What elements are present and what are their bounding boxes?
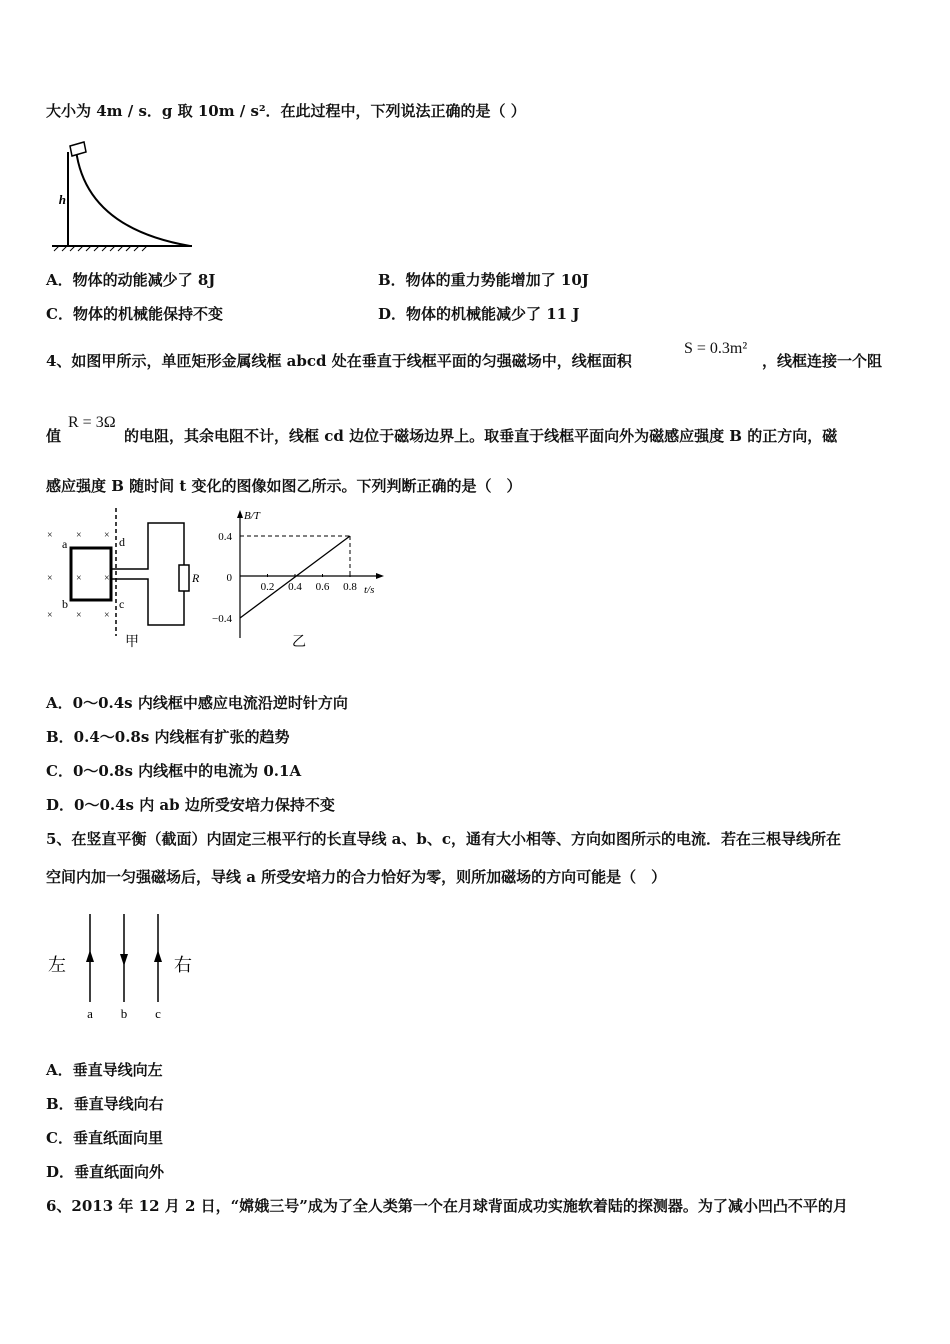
q3-option-d: D．物体的机械能减少了 11 J [378,305,580,323]
svg-text:×: × [104,610,110,621]
q4-line1-end: ，线框连接一个阻 [762,352,883,370]
svg-text:×: × [104,573,110,584]
right-label: 右 [174,955,192,975]
q3-option-a: A．物体的动能减少了 8J [46,271,216,289]
q4-line3: 感应强度 B 随时间 t 变化的图像如图乙所示。下列判断正确的是（ ） [46,477,522,495]
q4-option-c: C．0～0.8s 内线框中的电流为 0.1A [46,762,302,780]
current-up-icon [86,950,94,962]
svg-text:×: × [76,530,82,541]
y-tick-label: 0 [226,572,232,584]
wires-figure [44,910,214,1025]
svg-text:×: × [76,610,82,621]
q5-option-c: C．垂直纸面向里 [46,1129,163,1147]
corner-d: d [119,535,125,549]
x-tick-label: 0.8 [343,581,357,593]
caption-yi: 乙 [292,635,306,650]
svg-text:×: × [76,573,82,584]
current-down-icon [120,954,128,966]
magnetic-field-crosses [47,530,110,621]
q5-line1: 5、在竖直平衡（截面）内固定三根平行的长直导线 a、b、c，通有大小相等、方向如图所示的电流．若在三根导线所在 [46,830,842,848]
corner-a: a [62,537,68,551]
caption-jia: 甲 [125,635,139,650]
slope-figure [50,138,200,253]
q4-option-a: A．0～0.4s 内线框中感应电流沿逆时针方向 [46,694,348,712]
q3-stem: 大小为 4m / s．g 取 10m / s²．在此过程中，下列说法正确的是（ ） [46,102,526,120]
left-label: 左 [48,955,66,975]
resistor-label: R [192,571,200,585]
q5-option-a: A．垂直导线向左 [46,1061,163,1079]
q5-line2: 空间内加一匀强磁场后，导线 a 所受安培力的合力恰好为零，则所加磁场的方向可能是（ ） [46,868,667,886]
y-axis-label: B/T [244,510,260,522]
current-up-icon [154,950,162,962]
x-axis-label: t/s [364,584,375,596]
y-axis-arrow [237,510,243,518]
q4-line1: 4、如图甲所示，单匝矩形金属线框 abcd 处在垂直于线框平面的匀强磁场中，线框面积 [46,352,632,370]
q6-line1: 6、2013 年 12 月 2 日，“嫦娥三号”成为了全人类第一个在月球背面成功实施软着陆的探测器。为了减小凹凸不平的月 [46,1197,848,1215]
circuit-figure-jia [40,508,210,658]
q4-option-d: D．0～0.4s 内 ab 边所受安培力保持不变 [46,796,335,814]
wire-c-label: c [155,1006,161,1021]
q4-resistance-formula: R = 3Ω [68,414,116,431]
x-axis-arrow [376,573,384,579]
corner-c: c [119,597,125,611]
x-tick-label: 0.2 [260,581,275,593]
svg-text:×: × [47,610,53,621]
svg-text:×: × [47,530,53,541]
q3-option-b: B．物体的重力势能增加了 10J [378,271,589,289]
corner-b: b [62,597,68,611]
q4-line2: 的电阻，其余电阻不计，线框 cd 边位于磁场边界上。取垂直于线框平面向外为磁感应强度 B 的正方向，磁 [124,427,838,445]
svg-text:×: × [104,530,110,541]
q5-option-b: B．垂直导线向右 [46,1095,164,1113]
q4-option-b: B．0.4～0.8s 内线框有扩张的趋势 [46,728,290,746]
series-line [240,536,350,618]
height-label: h [58,192,66,207]
wire-b-label: b [120,1006,128,1021]
wire-a-label: a [87,1006,93,1021]
y-tick-label: −0.4 [212,613,232,625]
resistor [179,565,189,591]
q4-area-formula: S = 0.3m² [684,340,748,357]
svg-text:×: × [47,573,53,584]
x-tick-label: 0.6 [315,581,330,593]
bt-chart [200,508,390,658]
q5-option-d: D．垂直纸面向外 [46,1163,165,1181]
x-tick-label: 0.4 [288,581,302,593]
q4-line2-start: 值 [46,427,62,445]
y-tick-label: 0.4 [218,531,232,543]
q3-option-c: C．物体的机械能保持不变 [46,305,223,323]
